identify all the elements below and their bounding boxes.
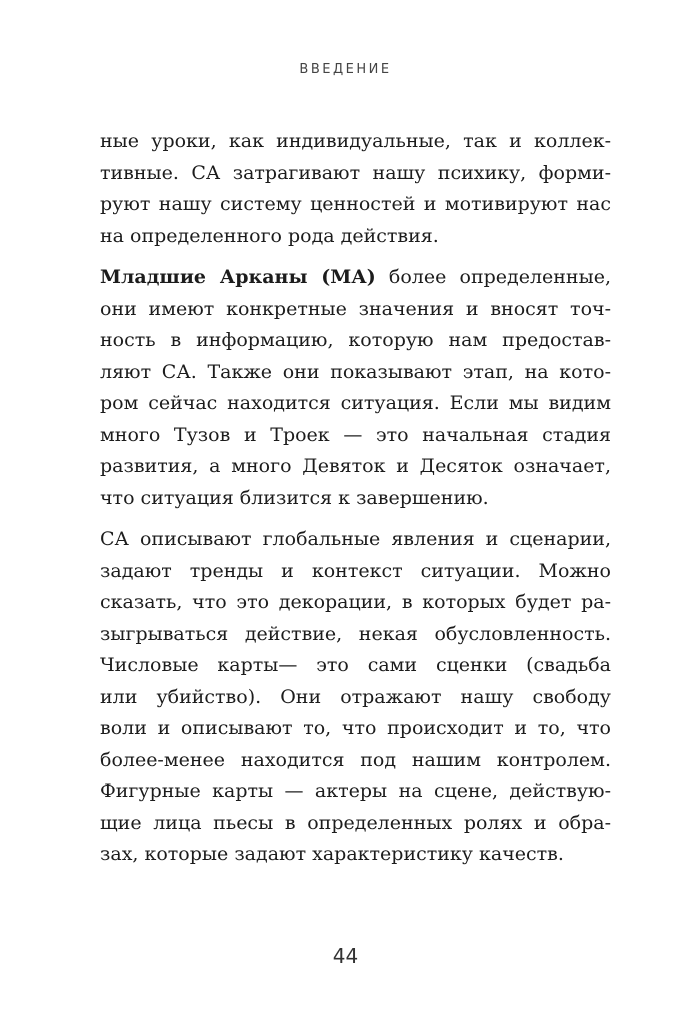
bold-term: Младшие Арканы (МА) bbox=[100, 266, 376, 288]
text-line: руют нашу систему ценностей и мотивируют нас bbox=[100, 193, 611, 215]
paragraph-3 bbox=[100, 524, 611, 871]
text-line: воли и описывают то, что происходит и то, что bbox=[100, 717, 611, 739]
page-number: 44 bbox=[332, 944, 359, 968]
text-line: зыгрываться действие, некая обусловленность. bbox=[100, 622, 611, 645]
text-line: ляют СА. Также они показывают этап, на кото- bbox=[100, 360, 611, 383]
text-line: сказать, что это декорации, в которых будет ра- bbox=[100, 591, 611, 613]
text-line: задают тренды и контекст ситуации. Можно bbox=[100, 559, 611, 582]
text-line: СА описывают глобальные явления и сценарии, bbox=[100, 528, 611, 550]
text-line: щие лица пьесы в определенных ролях и обра- bbox=[100, 811, 611, 834]
text-line: более-менее находится под нашим контролем. bbox=[100, 748, 611, 771]
body-text bbox=[100, 126, 611, 871]
text-line: тивные. СА затрагивают нашу психику, форми- bbox=[100, 161, 611, 184]
text-line: они имеют конкретные значения и вносят точ- bbox=[100, 297, 611, 320]
text-line: Фигурные карты — актеры на сцене, действую- bbox=[100, 780, 611, 802]
text-line: ром сейчас находится ситуация. Если мы видим bbox=[100, 392, 611, 414]
text-line: или убийство). Они отражают нашу свободу bbox=[100, 685, 611, 708]
text-line: что ситуация близится к завершению. bbox=[100, 486, 489, 509]
text-line: ность в информацию, которую нам предостав- bbox=[100, 329, 611, 351]
text-line bbox=[100, 262, 611, 294]
lead-line-rest: более определенные, bbox=[375, 266, 612, 288]
text-line: ные уроки, как индивидуальные, так и коллек- bbox=[100, 130, 611, 152]
text-line: на определенного рода действия. bbox=[100, 224, 439, 247]
text-line: зах, которые задают характеристику качеств. bbox=[100, 843, 564, 865]
text-line: много Тузов и Троек — это начальная стадия bbox=[100, 423, 611, 446]
text-line: развития, а много Девяток и Десяток означает, bbox=[100, 455, 611, 477]
running-header: ВВЕДЕНИЕ bbox=[299, 62, 392, 77]
paragraph-2 bbox=[100, 262, 611, 514]
paragraph-1 bbox=[100, 126, 611, 252]
text-line: Числовые карты— это сами сценки (свадьба bbox=[100, 654, 611, 676]
